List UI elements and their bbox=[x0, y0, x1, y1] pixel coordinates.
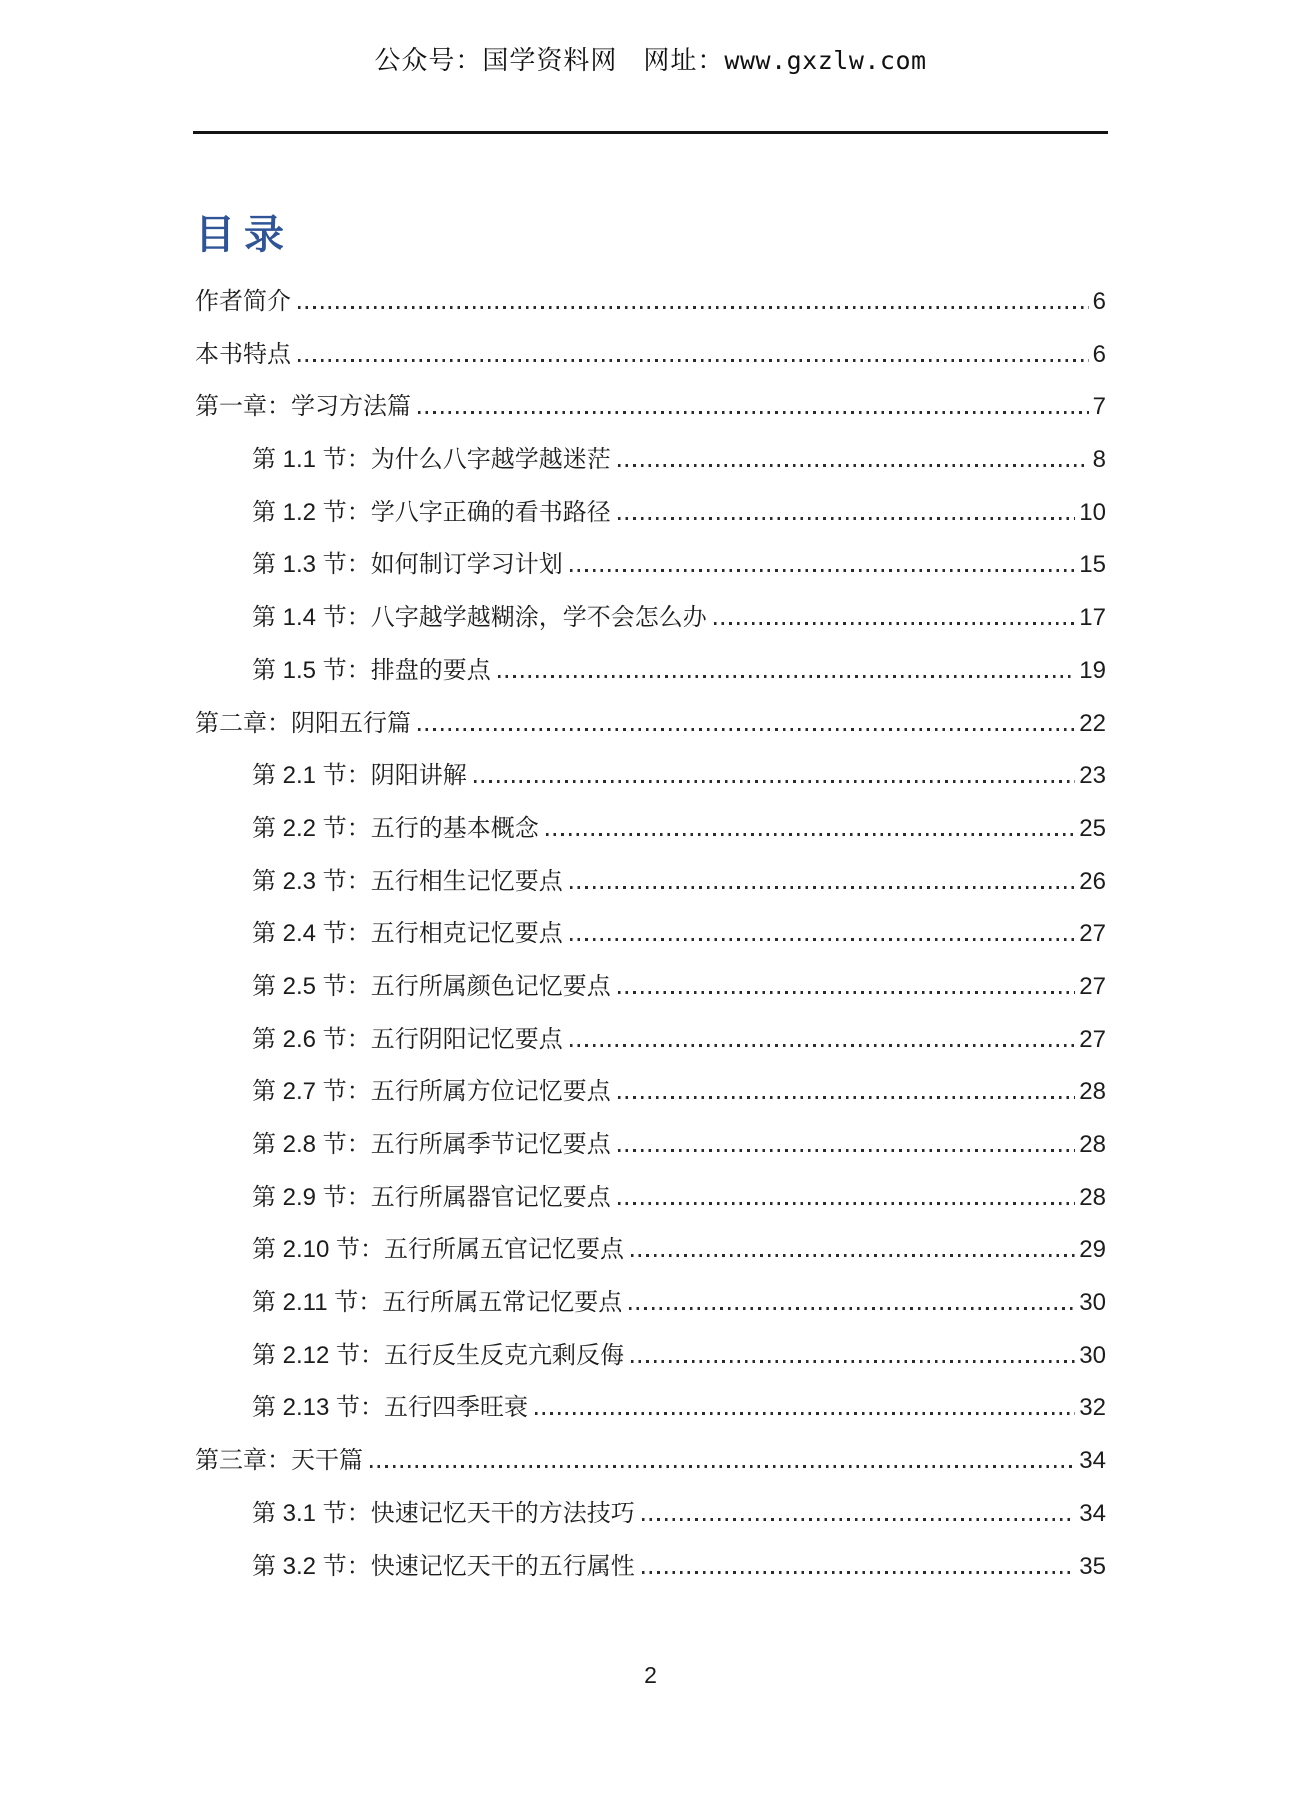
toc-entry[interactable] bbox=[195, 1172, 1106, 1225]
toc-entry-page: 25 bbox=[1079, 814, 1106, 842]
toc-entry[interactable] bbox=[195, 856, 1106, 909]
toc-entry[interactable] bbox=[195, 1382, 1106, 1435]
toc-list bbox=[195, 276, 1106, 1593]
toc-entry-page: 34 bbox=[1079, 1447, 1106, 1475]
toc-entry-page: 28 bbox=[1079, 1131, 1106, 1158]
toc-entry-label: 第 2.2 节：五行的基本概念 bbox=[252, 814, 539, 842]
toc-entry-label: 第 2.6 节：五行阴阳记忆要点 bbox=[252, 1025, 563, 1053]
toc-entry[interactable] bbox=[195, 1277, 1106, 1330]
toc-entry-page: 27 bbox=[1079, 920, 1106, 948]
toc-entry[interactable] bbox=[195, 645, 1106, 698]
toc-entry-label: 第 2.9 节：五行所属器官记忆要点 bbox=[252, 1183, 611, 1211]
toc-entry-page: 35 bbox=[1079, 1552, 1106, 1580]
site-label: 网址： bbox=[643, 46, 725, 76]
toc-entry-page: 6 bbox=[1092, 340, 1106, 368]
wechat-label: 公众号：国学资料网 bbox=[374, 46, 618, 76]
toc-entry-page: 6 bbox=[1092, 288, 1106, 315]
toc-entry-label: 第 2.12 节：五行反生反克亢剩反侮 bbox=[252, 1341, 625, 1369]
toc-entry-label: 第 1.3 节：如何制订学习计划 bbox=[252, 551, 563, 579]
toc-entry-page: 28 bbox=[1079, 1183, 1106, 1211]
toc-entry-label: 第 3.2 节：快速记忆天干的五行属性 bbox=[252, 1552, 635, 1580]
toc-entry[interactable] bbox=[195, 1014, 1106, 1067]
toc-entry[interactable] bbox=[195, 1066, 1106, 1119]
toc-entry-label: 第 1.4 节：八字越学越糊涂，学不会怎么办 bbox=[252, 604, 707, 632]
toc-dot-leader bbox=[714, 622, 1076, 625]
toc-entry[interactable] bbox=[195, 803, 1106, 856]
toc-dot-leader bbox=[298, 306, 1089, 309]
toc-entry[interactable] bbox=[195, 1224, 1106, 1277]
toc-entry-label: 第 2.11 节：五行所属五常记忆要点 bbox=[252, 1289, 623, 1317]
toc-entry-label: 第 2.3 节：五行相生记忆要点 bbox=[252, 867, 563, 895]
toc-entry[interactable] bbox=[195, 434, 1106, 487]
toc-dot-leader bbox=[618, 464, 1089, 467]
toc-entry-page: 27 bbox=[1079, 972, 1106, 1000]
toc-entry[interactable] bbox=[195, 750, 1106, 803]
toc-entry-label: 第一章：学习方法篇 bbox=[195, 393, 411, 421]
toc-entry-page: 23 bbox=[1079, 762, 1106, 790]
toc-entry-page: 22 bbox=[1079, 709, 1106, 737]
toc-entry-label: 第 2.7 节：五行所属方位记忆要点 bbox=[252, 1078, 611, 1106]
toc-dot-leader bbox=[546, 833, 1076, 836]
toc-entry[interactable] bbox=[195, 276, 1106, 329]
toc-entry-page: 19 bbox=[1079, 656, 1106, 684]
toc-entry[interactable] bbox=[195, 1488, 1106, 1541]
toc-entry-page: 8 bbox=[1092, 446, 1106, 474]
toc-dot-leader bbox=[642, 1571, 1076, 1574]
page-footer bbox=[0, 1662, 1301, 1689]
toc-dot-leader bbox=[570, 938, 1076, 941]
toc-dot-leader bbox=[570, 569, 1076, 572]
toc-dot-leader bbox=[418, 411, 1089, 414]
toc-dot-leader bbox=[535, 1412, 1075, 1415]
toc-entry[interactable] bbox=[195, 961, 1106, 1014]
toc-entry-label: 本书特点 bbox=[195, 340, 291, 368]
toc-entry[interactable] bbox=[195, 381, 1106, 434]
toc-entry[interactable] bbox=[195, 487, 1106, 540]
toc-entry[interactable] bbox=[195, 1119, 1106, 1172]
toc-entry-page: 29 bbox=[1079, 1236, 1106, 1264]
toc-entry-page: 27 bbox=[1079, 1025, 1106, 1053]
toc-entry-page: 15 bbox=[1079, 551, 1106, 579]
toc-entry[interactable] bbox=[195, 1541, 1106, 1594]
toc-entry-label: 第三章：天干篇 bbox=[195, 1447, 363, 1475]
toc-dot-leader bbox=[298, 359, 1089, 362]
toc-dot-leader bbox=[474, 780, 1076, 783]
toc-dot-leader bbox=[370, 1465, 1075, 1468]
toc-entry[interactable] bbox=[195, 908, 1106, 961]
toc-entry[interactable] bbox=[195, 329, 1106, 382]
page-header bbox=[0, 40, 1301, 77]
toc-dot-leader bbox=[618, 1202, 1076, 1205]
toc-entry[interactable] bbox=[195, 539, 1106, 592]
toc-dot-leader bbox=[618, 517, 1076, 520]
toc-entry-label: 第 1.5 节：排盘的要点 bbox=[252, 656, 491, 684]
toc-entry-label: 第 2.5 节：五行所属颜色记忆要点 bbox=[252, 972, 611, 1000]
toc-dot-leader bbox=[618, 1096, 1076, 1099]
toc-dot-leader bbox=[629, 1307, 1075, 1310]
site-url: www.gxzlw.com bbox=[724, 46, 927, 75]
toc-entry-label: 第 1.2 节：学八字正确的看书路径 bbox=[252, 498, 611, 526]
toc-entry-page: 34 bbox=[1079, 1499, 1106, 1527]
toc-dot-leader bbox=[498, 675, 1076, 678]
page-number: 2 bbox=[644, 1662, 657, 1688]
header-divider bbox=[193, 131, 1108, 134]
toc-entry-page: 32 bbox=[1079, 1394, 1106, 1422]
toc-entry-page: 10 bbox=[1079, 498, 1106, 526]
toc-dot-leader bbox=[418, 728, 1075, 731]
toc-entry-label: 第 2.1 节：阴阳讲解 bbox=[252, 762, 467, 790]
toc-entry-page: 26 bbox=[1079, 867, 1106, 895]
toc-entry-label: 第 3.1 节：快速记忆天干的方法技巧 bbox=[252, 1499, 635, 1527]
toc-entry-page: 7 bbox=[1092, 393, 1106, 421]
toc-entry-page: 30 bbox=[1079, 1341, 1106, 1369]
toc-entry-label: 第二章：阴阳五行篇 bbox=[195, 709, 411, 737]
toc-entry-page: 30 bbox=[1079, 1289, 1106, 1317]
toc-dot-leader bbox=[618, 991, 1076, 994]
toc-dot-leader bbox=[631, 1254, 1075, 1257]
toc-entry-label: 第 2.4 节：五行相克记忆要点 bbox=[252, 920, 563, 948]
toc-entry-page: 28 bbox=[1079, 1078, 1106, 1106]
toc-entry[interactable] bbox=[195, 1330, 1106, 1383]
toc-dot-leader bbox=[570, 1044, 1076, 1047]
toc-dot-leader bbox=[618, 1149, 1076, 1152]
toc-entry-page: 17 bbox=[1079, 604, 1106, 632]
toc-entry-label: 作者简介 bbox=[195, 288, 291, 315]
toc-entry-label: 第 2.10 节：五行所属五官记忆要点 bbox=[252, 1236, 625, 1264]
toc-entry[interactable] bbox=[195, 698, 1106, 751]
toc-dot-leader bbox=[642, 1518, 1076, 1521]
toc-title: 目录 bbox=[195, 213, 293, 257]
toc-entry-label: 第 2.8 节：五行所属季节记忆要点 bbox=[252, 1131, 611, 1158]
toc-entry[interactable] bbox=[195, 1435, 1106, 1488]
toc-dot-leader bbox=[570, 886, 1076, 889]
toc-entry-label: 第 2.13 节：五行四季旺衰 bbox=[252, 1394, 529, 1422]
toc-dot-leader bbox=[631, 1360, 1075, 1363]
toc-entry-label: 第 1.1 节：为什么八字越学越迷茫 bbox=[252, 446, 611, 474]
toc-entry[interactable] bbox=[195, 592, 1106, 645]
